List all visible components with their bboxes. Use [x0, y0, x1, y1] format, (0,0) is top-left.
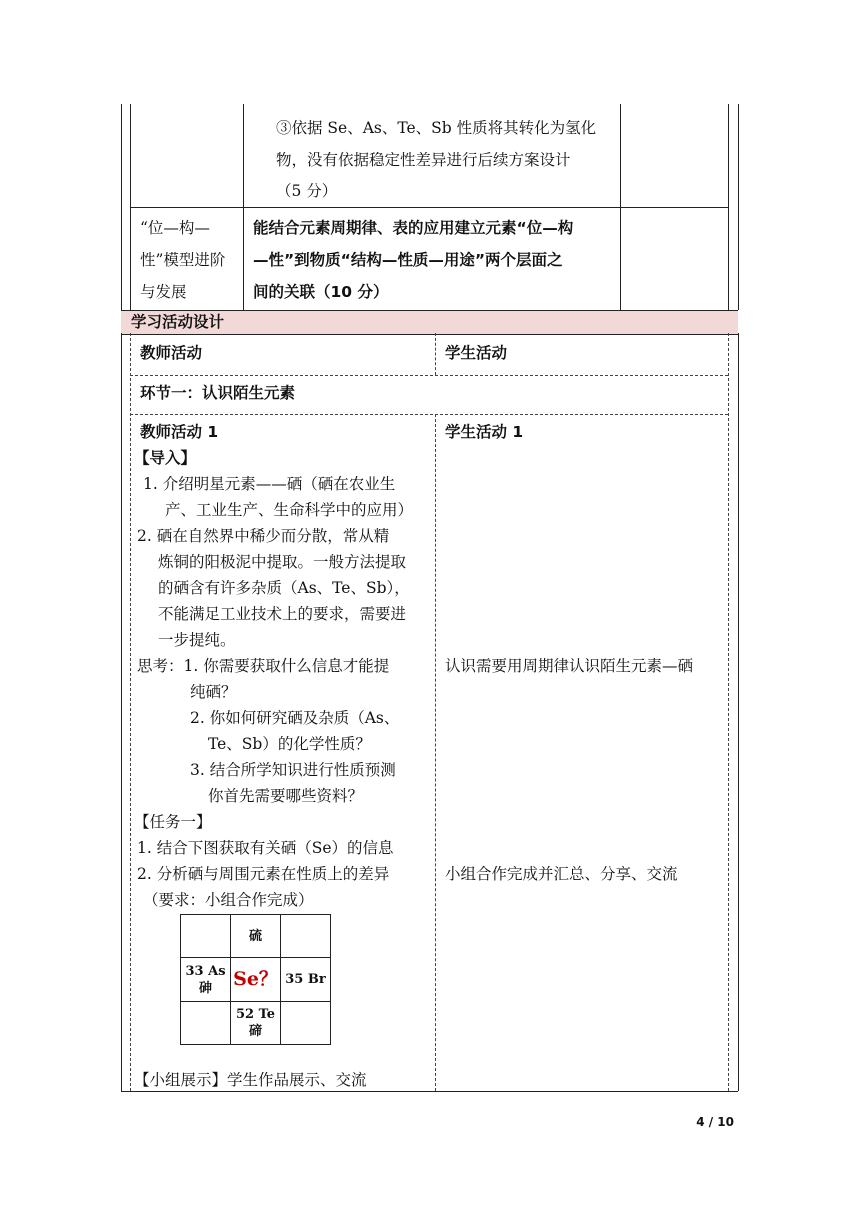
- periodic-cell-arsenic: [180, 957, 231, 1002]
- element-tellurium-number: 52 Te: [235, 1007, 276, 1022]
- periodic-cell-empty: [280, 914, 331, 958]
- teacher-line: 2. 硒在自然界中稀少而分散，常从精: [137, 527, 390, 545]
- teacher-line: 的硒含有许多杂质（As、Te、Sb），: [158, 579, 410, 597]
- periodic-cell-empty: [180, 1001, 231, 1045]
- header-col-divider: [435, 333, 436, 375]
- row-divider: [130, 414, 728, 415]
- page-number: 4 / 10: [696, 1115, 734, 1129]
- element-arsenic-number: 33 As: [185, 963, 226, 979]
- body-col-divider: [435, 414, 436, 1091]
- outer-border-left: [121, 333, 122, 1091]
- dimension-label: “位—构—: [140, 219, 210, 237]
- periodic-cell-sulfur: [230, 914, 281, 958]
- element-arsenic-name: 砷: [198, 980, 212, 996]
- inner-border-left: [130, 333, 131, 1091]
- teacher-activity-title: 教师活动 1: [140, 423, 219, 441]
- row-divider: [130, 375, 728, 376]
- teacher-line: 思考：1. 你需要获取什么信息才能提: [137, 657, 390, 675]
- student-activity-title: 学生活动 1: [445, 423, 524, 441]
- inner-border-right: [728, 333, 729, 1091]
- teacher-line: 【导入】: [134, 449, 197, 467]
- dimension-label: 与发展: [140, 283, 187, 301]
- teacher-line: 【任务一】: [134, 813, 212, 831]
- periodic-cell-tellurium: [230, 1001, 281, 1045]
- periodic-cell-bromine: [280, 957, 331, 1002]
- stage-title: 环节一：认识陌生元素: [140, 384, 296, 402]
- teacher-line: 3. 结合所学知识进行性质预测: [190, 761, 396, 779]
- criteria-line: 物，没有依据稳定性差异进行后续方案设计: [276, 151, 571, 169]
- criteria-line: ③依据 Se、As、Te、Sb 性质将其转化为氢化: [276, 119, 597, 137]
- criteria-line-bold: 能结合元素周期律、表的应用建立元素“位—构: [253, 219, 574, 237]
- table-border-right: [738, 104, 739, 310]
- element-selenium: Se？: [233, 968, 278, 990]
- teacher-line: Te、Sb）的化学性质？: [208, 735, 371, 753]
- criteria-line: （5 分）: [276, 182, 338, 200]
- student-activity-text: 小组合作完成并汇总、分享、交流: [445, 865, 678, 883]
- section-title: 学习活动设计: [131, 313, 225, 331]
- student-activity-text: 认识需要用周期律认识陌生元素—硒: [445, 657, 694, 675]
- teacher-line: 1. 介绍明星元素——硒（硒在农业生: [143, 475, 396, 493]
- teacher-line: 2. 分析硒与周围元素在性质上的差异: [137, 865, 390, 883]
- element-tellurium-name: 碲: [248, 1024, 262, 1039]
- teacher-line: 你首先需要哪些资料？: [208, 787, 364, 805]
- periodic-cell-selenium: [230, 957, 281, 1002]
- periodic-cell-empty: [180, 914, 231, 958]
- table-border-left: [121, 104, 122, 310]
- teacher-line: 2. 你如何研究硒及杂质（As、: [190, 709, 400, 727]
- teacher-line: 产、工业生产、生命科学中的应用）: [165, 501, 414, 519]
- criteria-line-bold: 间的关联（10 分）: [253, 283, 389, 301]
- teacher-line: 不能满足工业技术上的要求，需要进: [158, 605, 407, 623]
- group-show-line: 【小组展示】学生作品展示、交流: [134, 1071, 367, 1089]
- criteria-line-bold: —性”到物质“结构—性质—用途”两个层面之: [253, 251, 563, 269]
- outer-border-right: [738, 333, 739, 1091]
- teacher-header: 教师活动: [140, 344, 203, 362]
- teacher-line: 炼铜的阳极泥中提取。一般方法提取: [158, 553, 407, 571]
- teacher-line: 纯硒？: [190, 683, 237, 701]
- element-sulfur: 硫: [248, 928, 262, 944]
- periodic-cell-empty: [280, 1001, 331, 1045]
- periodic-table-fragment: [180, 914, 331, 1045]
- teacher-line: 一步提纯。: [158, 631, 236, 649]
- table-row-divider: [130, 207, 728, 208]
- student-header: 学生活动: [445, 344, 508, 362]
- element-bromine: 35 Br: [285, 972, 326, 987]
- teacher-line: 1. 结合下图获取有关硒（Se）的信息: [137, 839, 394, 857]
- teacher-line: （要求：小组合作完成）: [143, 891, 314, 909]
- table-border-inner-right: [728, 104, 729, 310]
- dimension-label: 性”模型进阶: [140, 251, 226, 269]
